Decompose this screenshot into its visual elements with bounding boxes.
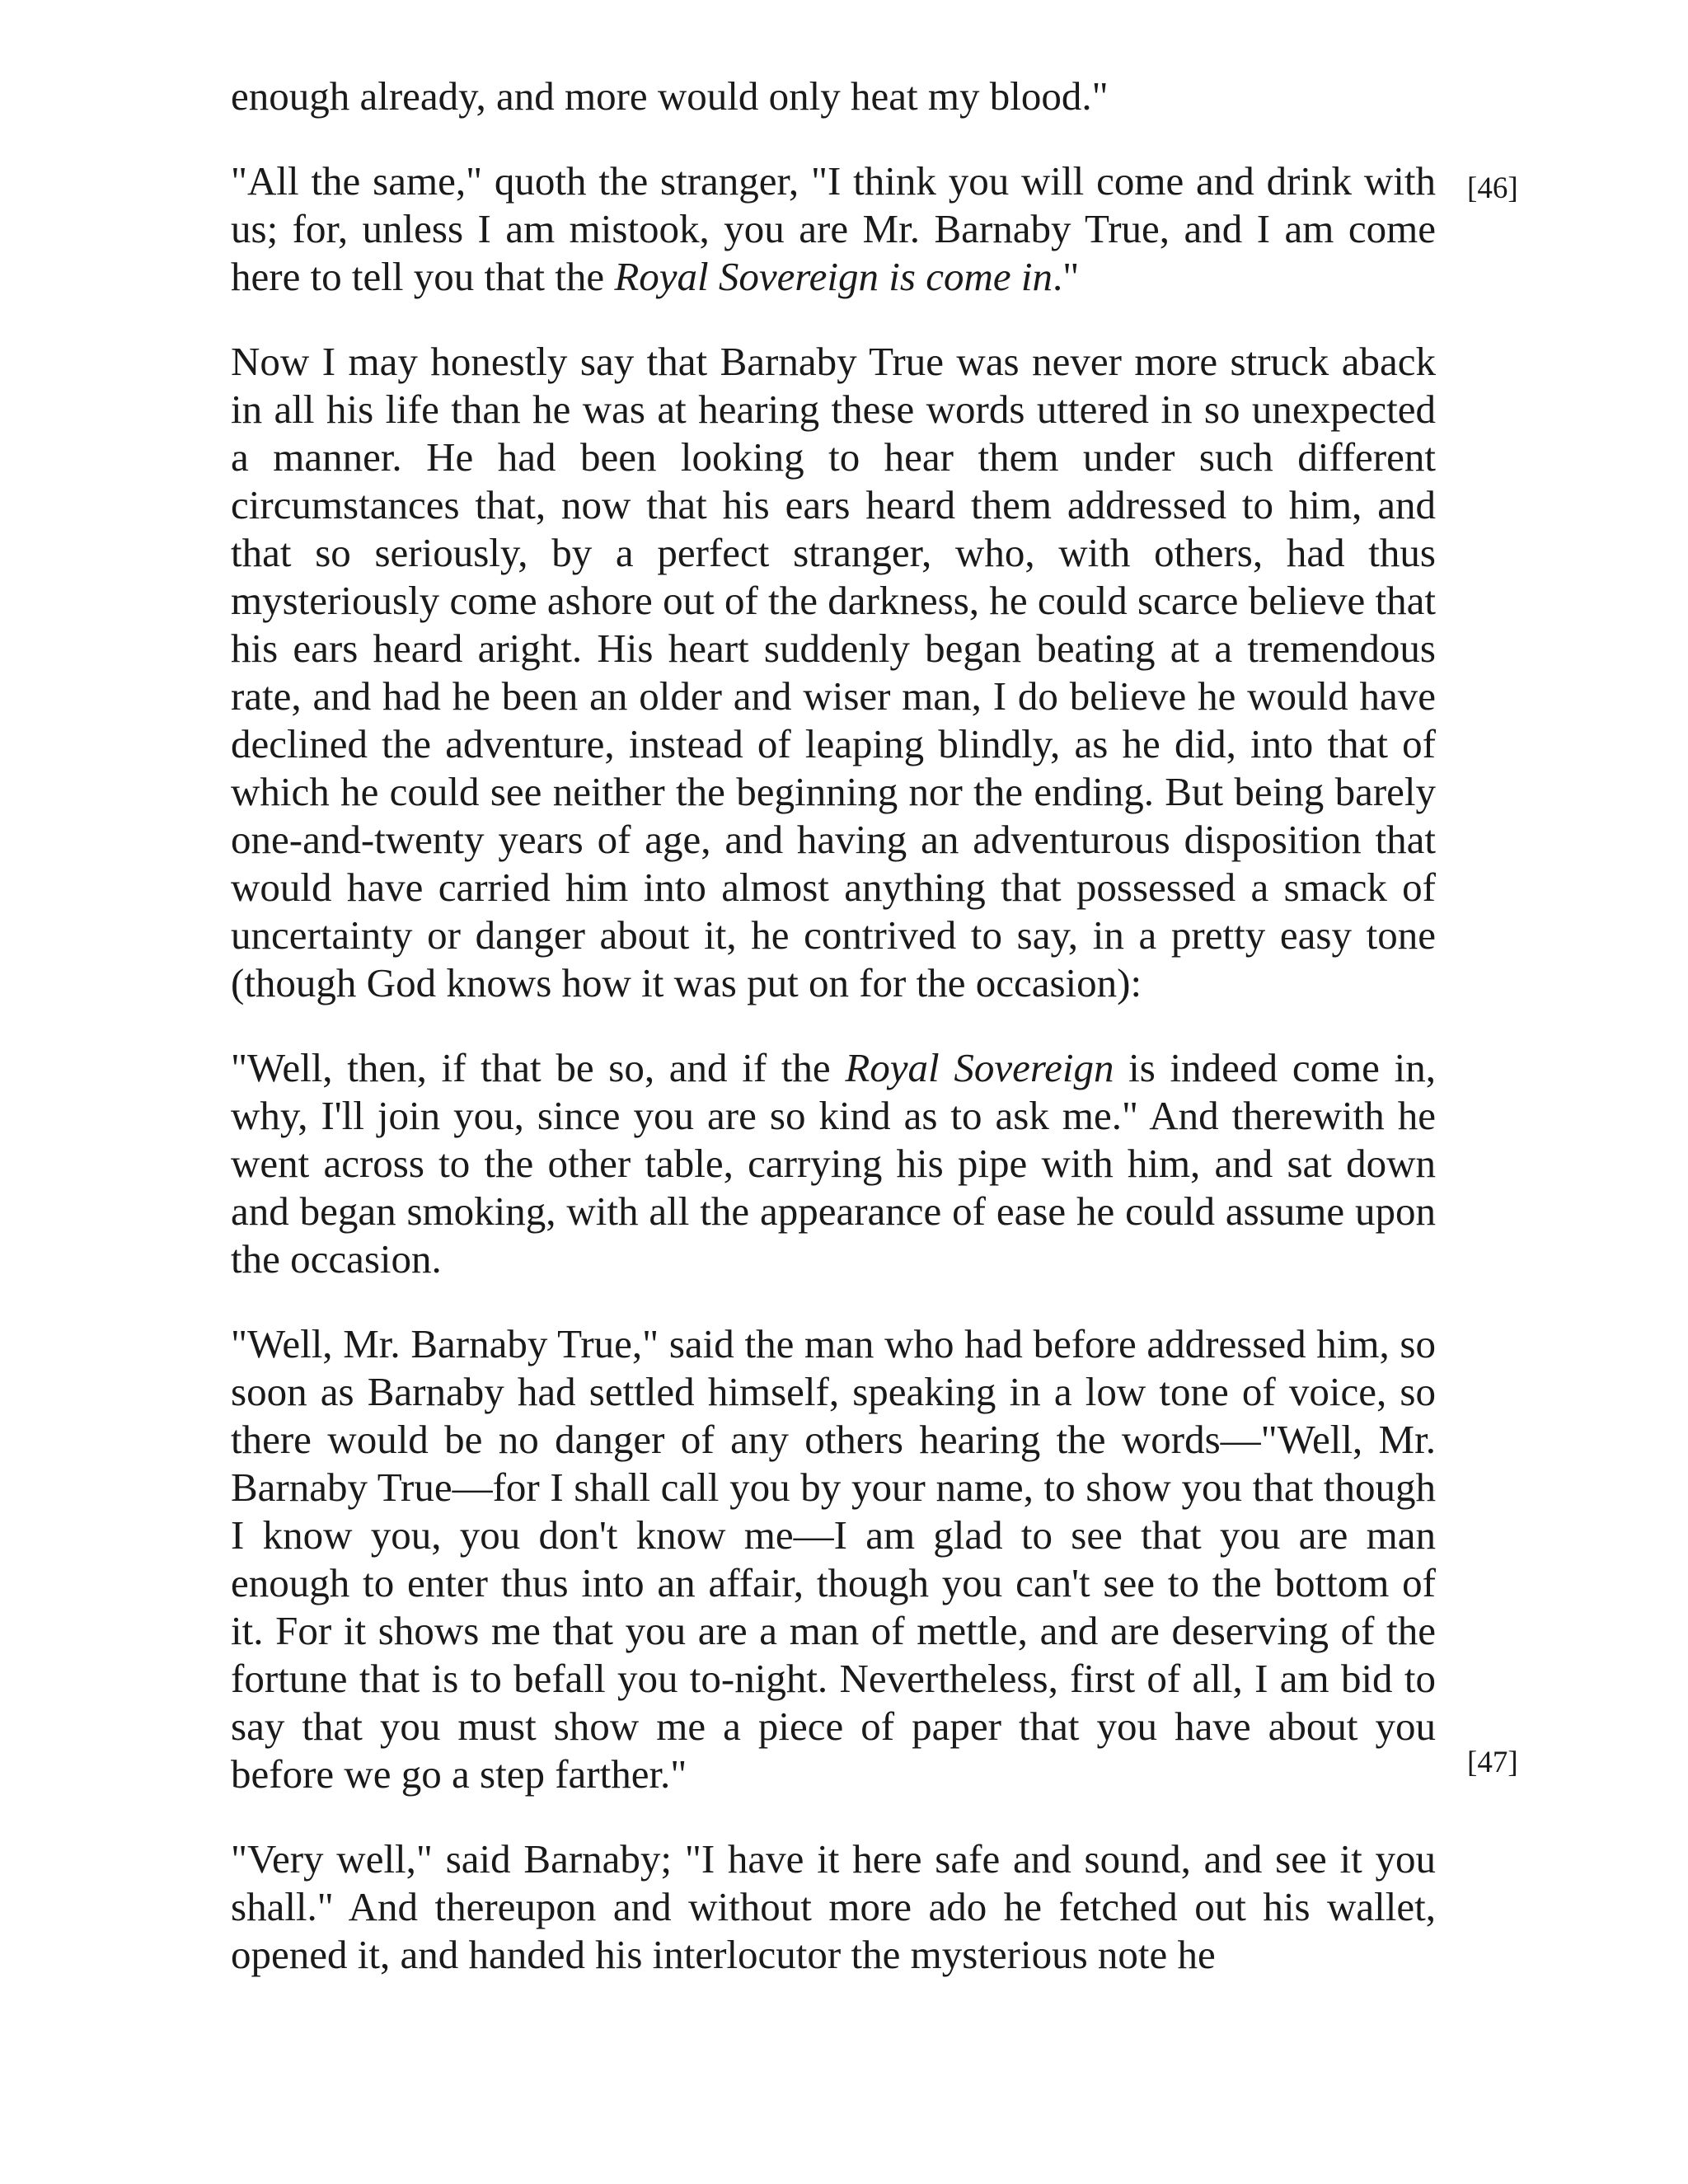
paragraph-text: "Very well," said Barnaby; "I have it here safe and sound, and see it you shall." And thereupon and without more ado he fetched out his wallet, opened it, and handed his interlocutor the mysterious note he	[231, 1836, 1436, 1977]
paragraph-5	[231, 1835, 1436, 1979]
paragraph-0	[231, 73, 1436, 120]
page-number-46: [46]	[1467, 171, 1518, 205]
paragraph-4	[231, 1320, 1436, 1798]
paragraph-3	[231, 1044, 1436, 1283]
paragraph-text: ."	[1052, 254, 1080, 299]
paragraph-text: "All the same," quoth the stranger, "I think you will come and drink with us; for, unless I am mistook, you are Mr. Barnaby True, and I am come here to tell you that the	[231, 158, 1436, 299]
paragraph-text: "Well, then, if that be so, and if the	[231, 1045, 846, 1090]
paragraph-2	[231, 338, 1436, 1007]
ship-name-italic: Royal Sovereign	[845, 1045, 1114, 1090]
paragraph-1	[231, 157, 1436, 301]
ship-name-italic: Royal Sovereign is come in	[614, 254, 1053, 299]
paragraph-text: "Well, Mr. Barnaby True," said the man who had before addressed him, so soon as Barnaby had settled himself, speaking in a low tone of voice, so there would be no danger of any others hearing the words—"Well, Mr. Barnaby True—for I shall call you by your name, to show you that though I know you, you don't know me—I am glad to see that you are man enough to enter thus into an affair, though you can't see to the bottom of it. For it shows me that you are a man of mettle, and are deserving of the fortune that is to befall you to-night. Nevertheless, first of all, I am bid to say that you must show me a piece of paper that you have about you before we go a step farther."	[231, 1321, 1436, 1797]
paragraph-text: enough already, and more would only heat my blood."	[231, 73, 1109, 119]
paragraph-text: Now I may honestly say that Barnaby True was never more struck aback in all his life than he was at hearing these words uttered in so unexpected a manner. He had been looking to hear them under such different circumstances that, now that his ears heard them addressed to him, and that so seriously, by a perfect stranger, who, with others, had thus mysteriously come ashore out of the darkness, he could scarce believe that his ears heard aright. His heart suddenly began beating at a tremendous rate, and had he been an older and wiser man, I do believe he would have declined the adventure, instead of leaping blindly, as he did, into that of which he could see neither the beginning nor the ending. But being barely one-and-twenty years of age, and having an adventurous disposition that would have carried him into almost anything that possessed a smack of uncertainty or danger about it, he contrived to say, in a pretty easy tone (though God knows how it was put on for the occasion):	[231, 339, 1436, 1005]
book-page	[231, 73, 1436, 2016]
paragraph-text: is indeed come in, why, I'll join you, since you are so kind as to ask me." And therewith he went across to the other table, carrying his pipe with him, and sat down and began smoking, with all the appearance of ease he could assume upon the occasion.	[231, 1045, 1436, 1282]
page-number-47: [47]	[1467, 1746, 1518, 1779]
